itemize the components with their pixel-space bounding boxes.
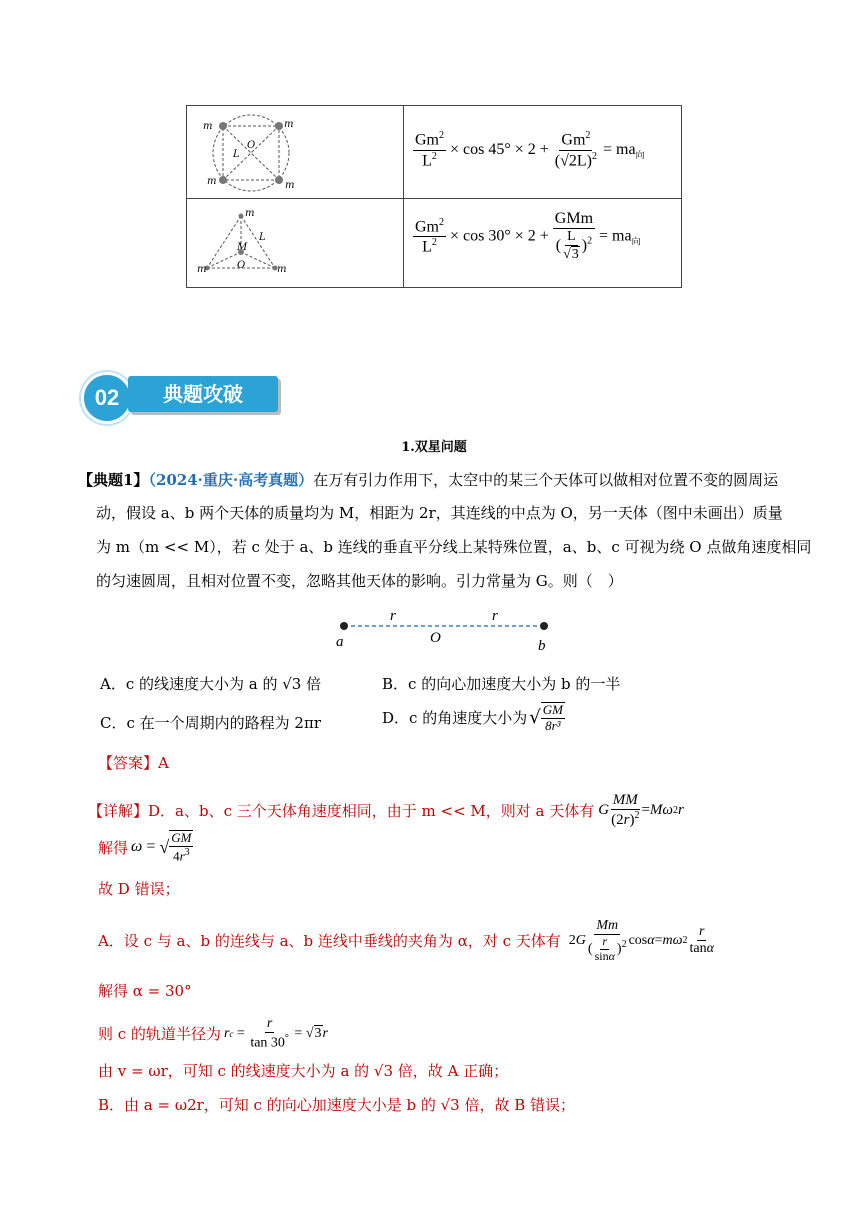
question-line-4: 的匀速圆周，且相对位置不变，忽略其他天体的影响。引力常量为 G。则（ ） — [96, 572, 623, 590]
svg-text:m: m — [197, 264, 207, 275]
detail-solve-omega: 解得 ω = √ $\frac{GM}{4r^3}$ — [98, 830, 192, 864]
subtitle: 1.双星问题 — [401, 440, 467, 455]
question-line-3: 为 m（m << M），若 c 处于 a、b 连线的垂直平分线上某特殊位置，a、b、c 可视为绕 O 点做角速度相同 — [96, 538, 812, 556]
question-source: （2024·重庆·高考真题） — [148, 471, 314, 489]
four-star-diagram — [201, 112, 301, 194]
svg-text:L: L — [233, 149, 240, 160]
svg-text:a: a — [336, 634, 344, 650]
binary-star-figure — [330, 604, 560, 654]
section-title: 典题攻破 — [128, 376, 278, 412]
star-a — [340, 622, 348, 630]
detail-b: B．由 a = ω2r，可知 c 的向心加速度大小是 b 的 √3 倍，故 B 错误； — [98, 1096, 576, 1114]
question-line-1: 【典题1】（2024·重庆·高考真题）在万有引力作用下，太空中的某三个天体可以做相对位置不变的圆周运 — [78, 471, 779, 489]
svg-text:L: L — [259, 232, 266, 243]
formula-row1: $\frac{Gm^2}{L^2}$ × cos 45° × 2 + $\frac{Gm^2}{(√2L)^2}$ = $ma_向$ — [415, 130, 645, 170]
svg-text:O: O — [430, 630, 441, 646]
svg-text:m: m — [285, 180, 295, 191]
star-b — [540, 622, 548, 630]
detail-d-conclusion: 故 D 错误； — [98, 880, 180, 898]
formula-row2: $\frac{Gm^2}{L^2}$ × cos 30° × 2 + GMm ( $\frac{L}{√3}$ )$^2$ = $ma_向$ — [415, 210, 641, 263]
svg-text:m: m — [277, 264, 287, 275]
option-d[interactable]: D．c 的角速度大小为 √ $\frac{GM}{\text{8r³}}$ — [382, 702, 563, 733]
option-c[interactable]: C．c 在一个周期内的路程为 2πr — [100, 714, 321, 732]
svg-text:M: M — [237, 242, 248, 253]
section-number-badge: 02 — [81, 372, 133, 424]
option-a[interactable]: A．c 的线速度大小为 a 的 √3 倍 — [100, 675, 322, 693]
svg-text:O: O — [247, 140, 256, 151]
question-line-2: 动，假设 a、b 两个天体的质量均为 M，相距为 2r，其连线的中点为 O，另一天体（图中未画出）质量 — [96, 504, 783, 522]
svg-text:m: m — [284, 119, 294, 130]
option-b[interactable]: B．c 的向心加速度大小为 b 的一半 — [382, 675, 621, 693]
detail-solve-alpha: 解得 α = 30° — [98, 982, 192, 1000]
detail-a: A．设 c 与 a、b 的连线与 a、b 连线中垂线的夹角为 α，对 c 天体有 2 G Mm ( $\frac{r}{\sin\alpha}$ )$^2$ cos α = mω 2 $\frac{r}{\tan\alpha}$ — [98, 918, 714, 963]
svg-text:m: m — [245, 208, 255, 219]
svg-text:r: r — [390, 608, 396, 624]
svg-text:O: O — [237, 260, 246, 271]
answer: 【答案】A — [98, 754, 169, 772]
svg-text:r: r — [492, 608, 498, 624]
formula-table — [186, 105, 682, 288]
detail-d: 【详解】 D．a、b、c 三个天体角速度相同，由于 m << M，则对 a 天体有 G $\frac{MM}{(2r)^2}$ = Mω 2 r — [88, 792, 684, 829]
detail-orbit-radius: 则 c 的轨道半径为 r c = $\frac{r}{\tan 30^\circ}$ = √ 3 r — [98, 1016, 328, 1051]
detail-velocity: 由 v = ωr，可知 c 的线速度大小为 a 的 √3 倍，故 A 正确； — [98, 1062, 509, 1080]
svg-text:b: b — [538, 638, 546, 654]
question-tag: 【典题1】 — [78, 471, 149, 489]
svg-text:m: m — [207, 176, 217, 187]
triangle-star-diagram — [197, 206, 297, 276]
mass-label: m — [203, 121, 213, 132]
